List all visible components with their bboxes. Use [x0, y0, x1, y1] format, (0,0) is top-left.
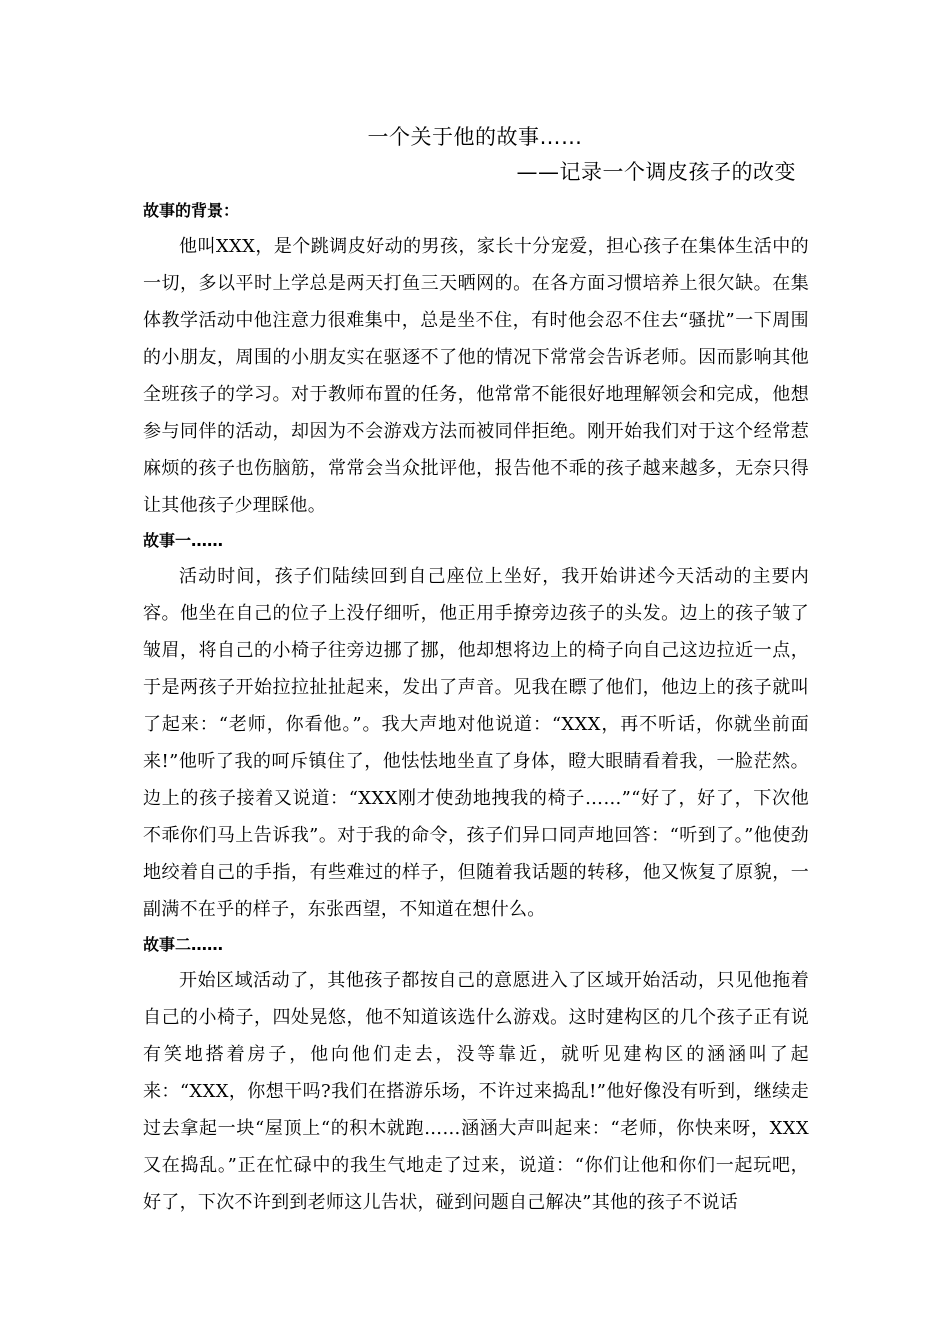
section-paragraph: 开始区域活动了，其他孩子都按自己的意愿进入了区域开始活动，只见他拖着自己的小椅子，四处晃悠，他不知道该选什么游戏。这时建构区的几个孩子正有说有笑地搭着房子，他向他们走去，没等靠近，就听见建构区的涵涵叫了起来：“XXX，你想干吗?我们在搭游乐场，不许过来捣乱!”他好像没有听到，继续走过去拿起一块“屋顶上“的积木就跑……涵涵大声叫起来：“老师，你快来呀，XXX又在捣乱。”正在忙碌中的我生气地走了过来，说道：“你们让他和你们一起玩吧，好了，下次不许到到老师这儿告状，碰到问题自己解决”其他的孩子不说话: [143, 970, 809, 1213]
section-paragraph: 活动时间，孩子们陆续回到自己座位上坐好，我开始讲述今天活动的主要内容。他坐在自己的位子上没仔细听，他正用手撩旁边孩子的头发。边上的孩子皱了皱眉，将自己的小椅子往旁边挪了挪，他却想将边上的椅子向自己这边拉近一点，于是两孩子开始拉拉扯扯起来，发出了声音。见我在瞟了他们，他边上的孩子就叫了起来：“老师，你看他。”。我大声地对他说道：“XXX，再不听话，你就坐前面来!”他听了我的呵斥镇住了，他怯怯地坐直了身体，瞪大眼睛看着我，一脸茫然。边上的孩子接着又说道：“XXX刚才使劲地拽我的椅子……”“好了，好了，下次他不乖你们马上告诉我”。对于我的命令，孩子们异口同声地回答：“听到了。”他使劲地绞着自己的手指，有些难过的样子，但随着我话题的转移，他又恢复了原貌，一副满不在乎的样子，东张西望，不知道在想什么。: [143, 566, 809, 920]
section-paragraph: 他叫XXX，是个跳调皮好动的男孩，家长十分宠爱，担心孩子在集体生活中的一切，多以平时上学总是两天打鱼三天晒网的。在各方面习惯培养上很欠缺。在集体教学活动中他注意力很难集中，总是坐不住，有时他会忍不住去“骚扰”一下周围的小朋友，周围的小朋友实在驱逐不了他的情况下常常会告诉老师。因而影响其他全班孩子的学习。对于教师布置的任务，他常常不能很好地理解领会和完成，他想参与同伴的活动，却因为不会游戏方法而被同伴拒绝。刚开始我们对于这个经常惹麻烦的孩子也伤脑筋，常常会当众批评他，报告他不乖的孩子越来越多，无奈只得让其他孩子少理睬他。: [143, 236, 809, 516]
section-heading: 故事一……: [143, 531, 224, 550]
section-heading: 故事二……: [143, 935, 224, 954]
document-subtitle: ——记录一个调皮孩子的改变: [516, 160, 796, 184]
section-heading: 故事的背景：: [143, 201, 240, 220]
section-story-two: [143, 928, 809, 1221]
section-story-one: [143, 524, 809, 928]
document-body: [143, 194, 809, 1221]
section-background: [143, 194, 809, 524]
document-title: 一个关于他的故事……: [367, 125, 583, 149]
